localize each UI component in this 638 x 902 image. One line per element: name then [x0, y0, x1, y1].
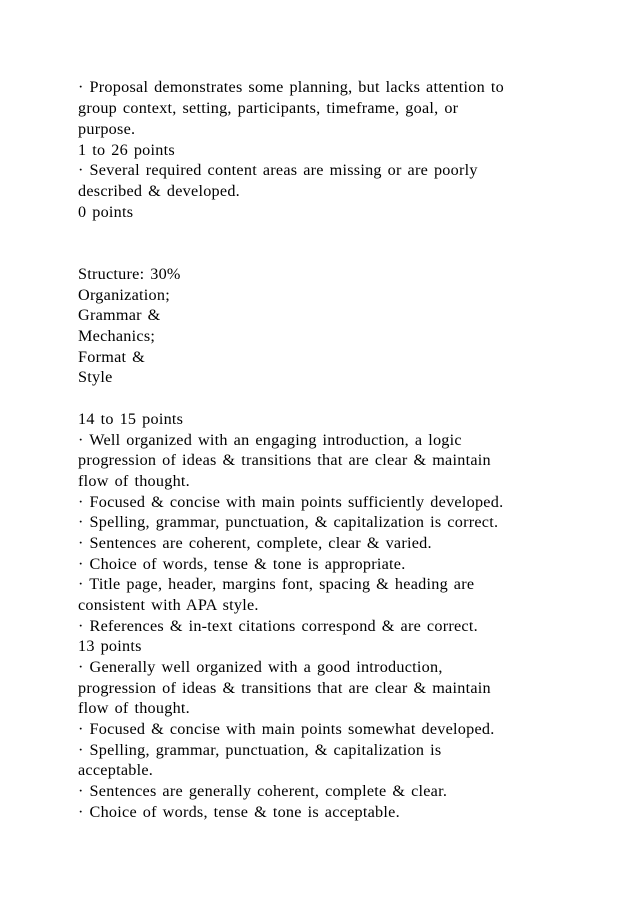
text-line: group context, setting, participants, timeframe, goal, or: [78, 99, 459, 117]
text-line: · Choice of words, tense & tone is acceptable.: [78, 803, 400, 821]
text-line: · Spelling, grammar, punctuation, & capitalization is: [78, 741, 442, 759]
text-line: · Focused & concise with main points somewhat developed.: [78, 720, 495, 738]
text-line: · Focused & concise with main points sufficiently developed.: [78, 493, 504, 511]
text-line: · Choice of words, tense & tone is appropriate.: [78, 555, 406, 573]
text-line: · Sentences are coherent, complete, clear & varied.: [78, 534, 432, 552]
text-line: acceptable.: [78, 761, 154, 779]
text-line: progression of ideas & transitions that are clear & maintain: [78, 679, 491, 697]
text-line: · Sentences are generally coherent, complete & clear.: [78, 782, 448, 800]
text-line: 1 to 26 points: [78, 141, 175, 159]
text-line: · Several required content areas are missing or are poorly: [78, 161, 478, 179]
text-line: · References & in-text citations correspond & are correct.: [78, 617, 478, 635]
text-line: 13 points: [78, 637, 142, 655]
text-line: · Well organized with an engaging introduction, a logic: [78, 431, 462, 449]
text-line: consistent with APA style.: [78, 596, 259, 614]
text-line: Organization;: [78, 286, 170, 304]
text-line: · Spelling, grammar, punctuation, & capitalization is correct.: [78, 513, 499, 531]
text-line: 0 points: [78, 203, 134, 221]
text-line: Grammar &: [78, 306, 161, 324]
text-line: purpose.: [78, 120, 136, 138]
text-line: 14 to 15 points: [78, 410, 184, 428]
text-line: · Generally well organized with a good introduction,: [78, 658, 443, 676]
text-line: flow of thought.: [78, 472, 190, 490]
text-line: · Title page, header, margins font, spacing & heading are: [78, 575, 475, 593]
text-line: Style: [78, 368, 113, 386]
text-line: Mechanics;: [78, 327, 156, 345]
text-line: described & developed.: [78, 182, 240, 200]
text-line: progression of ideas & transitions that are clear & maintain: [78, 451, 491, 469]
text-line: · Proposal demonstrates some planning, but lacks attention to: [78, 78, 504, 96]
text-line: flow of thought.: [78, 699, 190, 717]
section-heading: Structure: 30%: [78, 265, 181, 283]
text-line: Format &: [78, 348, 145, 366]
